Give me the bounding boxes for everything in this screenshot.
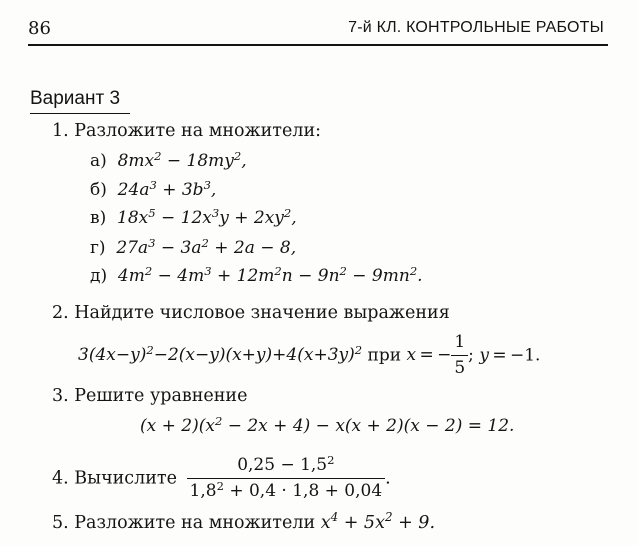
item-label: г) [90, 238, 106, 258]
task-4-fraction [187, 452, 386, 503]
task-text: Разложите на множители [74, 513, 316, 533]
header-divider [28, 44, 608, 46]
variant-heading: Вариант 3 [30, 88, 121, 109]
task-2-expression-line [78, 332, 540, 380]
task-2-statement [52, 303, 450, 323]
task-number: 1. [52, 121, 69, 141]
task-1-item-v [90, 205, 297, 228]
task-number: 2. [52, 303, 69, 323]
fraction-denominator: $1,8^2 + 0,4 \cdot 1,8 + 0,04$ [189, 478, 383, 502]
task-5-statement [52, 510, 436, 533]
task-text: Решите уравнение [74, 386, 248, 406]
task-1-item-b [90, 177, 217, 200]
condition-y: y = −1. [479, 345, 541, 366]
item-expression-rendered: $24a^3 + 3b^3$, [112, 177, 217, 200]
item-label: в) [90, 208, 107, 228]
item-label: а) [90, 151, 107, 171]
task-3-statement [52, 386, 247, 406]
fraction-numerator: $0,25 - 1,5^2$ [187, 455, 386, 479]
item-expression-rendered: $8mx^2 - 18my^2$, [112, 148, 247, 171]
item-label: д) [90, 266, 108, 286]
task-5-expression: $x^4 + 5x^2 + 9$. [320, 510, 436, 533]
fraction-one-fifth: $\frac{1}{5}$ [451, 332, 468, 380]
task-1-item-a [90, 148, 247, 171]
condition-x: x = − $\frac{1}{5}$ ; [406, 332, 474, 379]
item-label: б) [90, 180, 107, 200]
task-3-equation [140, 413, 515, 436]
variant-underline [30, 113, 130, 114]
task-number: 4. [52, 468, 69, 489]
condition-word: при [367, 345, 402, 366]
task-1-item-g [90, 235, 297, 258]
page-number: 86 [28, 18, 51, 39]
task-1-statement [52, 121, 321, 141]
item-expression-rendered: $27a^3 - 3a^2 + 2a - 8$, [110, 235, 297, 258]
task-number: 5. [52, 513, 69, 533]
task-number: 3. [52, 386, 69, 406]
running-header-title: 7-й КЛ. КОНТРОЛЬНЫЕ РАБОТЫ [348, 19, 604, 36]
equation-rendered: $(x + 2)(x^2 - 2x + 4) - x(x + 2)(x - 2) = 12$. [140, 413, 515, 436]
task-text: Найдите числовое значение выражения [74, 303, 450, 323]
task-text: Вычислите [74, 468, 177, 489]
task-4-statement: 4. Вычислите $\frac{0,25 - 1,5^2}{1,8^2 + 0,4 \cdot 1,8 + 0,04}$ . [52, 452, 391, 502]
item-expression-rendered: $4m^2 - 4m^3 + 12m^2n - 9n^2 - 9mn^2$. [112, 263, 423, 286]
task-2-expression: $3(4x-y)^2-2(x-y)(x+y)+4(x+3y)^2$ [78, 342, 363, 366]
task-text: Разложите на множители: [74, 121, 321, 141]
item-expression-rendered: $18x^5 - 12x^3y + 2xy^2$, [111, 205, 297, 228]
task-1-item-d [90, 263, 423, 286]
